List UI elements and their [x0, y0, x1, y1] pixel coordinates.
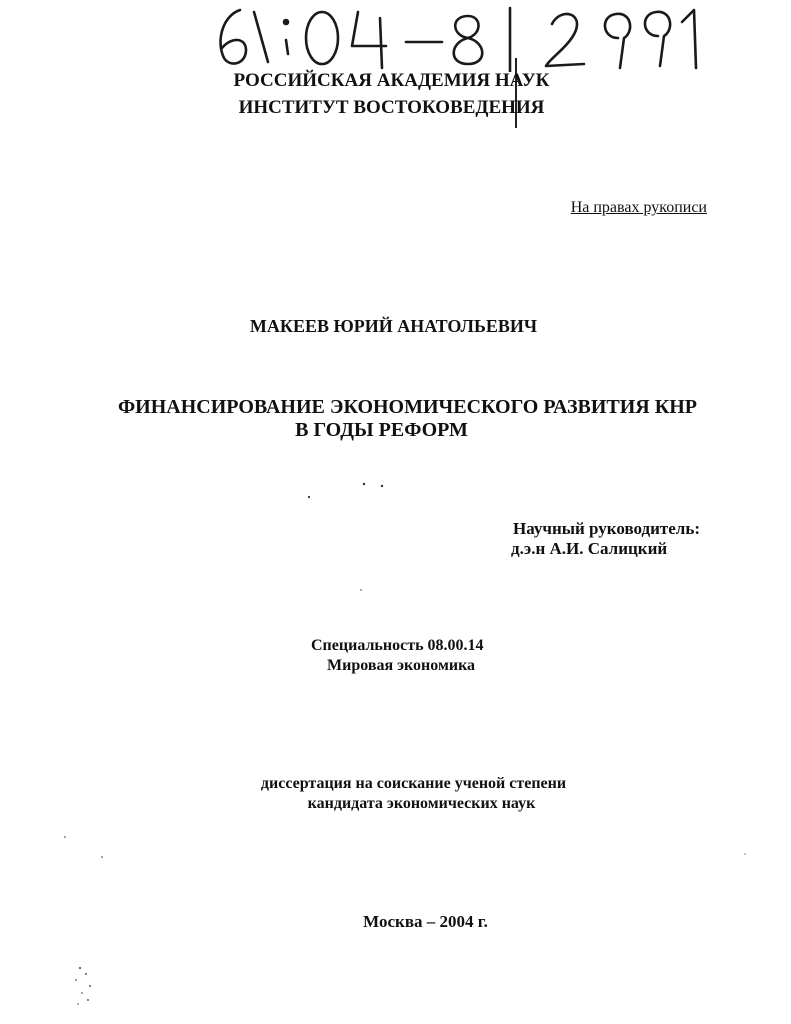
supervisor-label: Научный руководитель:	[513, 519, 700, 538]
place-and-year: Москва – 2004 г.	[363, 912, 488, 931]
author-name: МАКЕЕВ ЮРИЙ АНАТОЛЬЕВИЧ	[249, 316, 538, 336]
dissertation-title-line-2: В ГОДЫ РЕФОРМ	[295, 419, 468, 441]
supervisor-name: д.э.н А.И. Салицкий	[511, 539, 668, 558]
rights-note: На правах рукописи	[570, 199, 707, 216]
institute-name: ИНСТИТУТ ВОСТОКОВЕДЕНИЯ	[238, 97, 545, 118]
degree-statement-line-2: кандидата экономических наук	[307, 795, 536, 812]
specialty-code: Специальность 08.00.14	[311, 637, 484, 654]
organization-name: РОССИЙСКАЯ АКАДЕМИЯ НАУК	[233, 70, 550, 91]
handwritten-archive-mark	[210, 2, 710, 72]
specialty-name: Мировая экономика	[327, 657, 476, 674]
dissertation-title-line-1: ФИНАНСИРОВАНИЕ ЭКОНОМИЧЕСКОГО РАЗВИТИЯ КНР	[117, 396, 698, 418]
degree-statement-line-1: диссертация на соискание ученой степени	[260, 775, 567, 792]
